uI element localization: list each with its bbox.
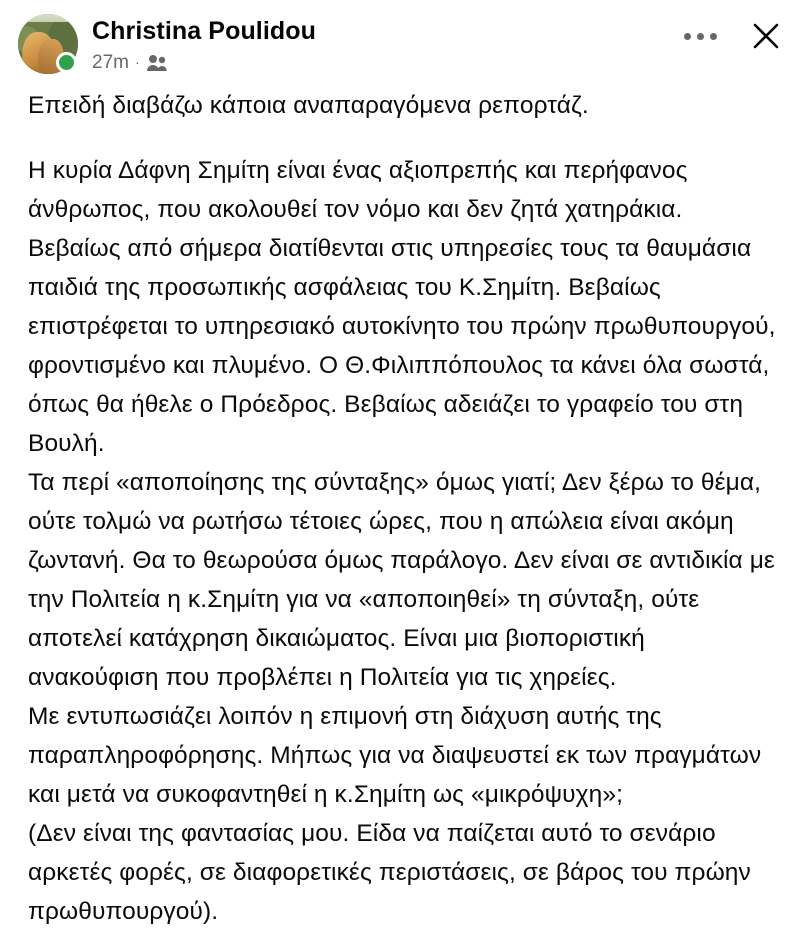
avatar[interactable]: [18, 14, 78, 74]
post-content: [0, 78, 800, 931]
close-icon[interactable]: [746, 16, 786, 56]
post-header: [0, 0, 800, 78]
post-paragraph-3: Τα περί «αποποίησης της σύνταξης» όμως γιατί; Δεν ξέρω το θέμα, ούτε τολμώ να ρωτήσω τέτοιες ώρες, που η απώλεια είναι ακόμη ζωντανή. Θα το θεωρούσα όμως παράλογο. Δεν είναι σε αντιδικία με την Πολιτεία η κ.Σημίτη για να «αποποιηθεί» τη σύνταξη, ούτε αποτελεί κατάχρηση δικαιώματος. Είναι μια βιοποριστική ανακούφιση που προβλέπει η Πολιτεία για τις χηρείες.: [28, 469, 775, 691]
post-paragraph-1: Επειδή διαβάζω κάποια αναπαραγόμενα ρεπορτάζ.: [28, 92, 589, 119]
post-paragraph-4: Με εντυπωσιάζει λοιπόν η επιμονή στη διάχυση αυτής της παραπληροφόρησης. Μήπως για να διαψευστεί εκ των πραγμάτων και μετά να συκοφαντηθεί η κ.Σημίτη ως «μικρόψυχη»;: [28, 703, 762, 808]
more-options-icon[interactable]: [680, 19, 720, 53]
author-name[interactable]: Christina Poulidou: [92, 17, 317, 45]
post-paragraph-2: Η κυρία Δάφνη Σημίτη είναι ένας αξιοπρεπής και περήφανος άνθρωπος, που ακολουθεί τον νόμο και δεν ζητά χατηράκια. Βεβαίως από σήμερα διατίθενται στις υπηρεσίες τους τα θαυμάσια παιδιά της προσωπικής ασφάλειας του Κ.Σημίτη. Βεβαίως επιστρέφεται το υπηρεσιακό αυτοκίνητο του πρώην πρωθυπουργού, φροντισμένο και πλυμένο. Ο Θ.Φιλιππόπουλος τα κάνει όλα σωστά, όπως θα ήθελε ο Πρόεδρος. Βεβαίως αδειάζει το γραφείο του στη Βουλή.: [28, 157, 776, 457]
paragraph-spacer: [28, 125, 780, 151]
meta-separator: ·: [134, 54, 140, 70]
post-timestamp[interactable]: 27m: [92, 52, 129, 73]
friends-icon[interactable]: [146, 54, 168, 72]
post-paragraph-5: (Δεν είναι της φαντασίας μου. Είδα να παίζεται αυτό το σενάριο αρκετές φορές, σε διαφορετικές περιστάσεις, σε βάρος του πρώην πρωθυπουργού).: [28, 820, 751, 925]
post-header-actions: [680, 16, 786, 56]
online-status-indicator: [56, 52, 77, 73]
